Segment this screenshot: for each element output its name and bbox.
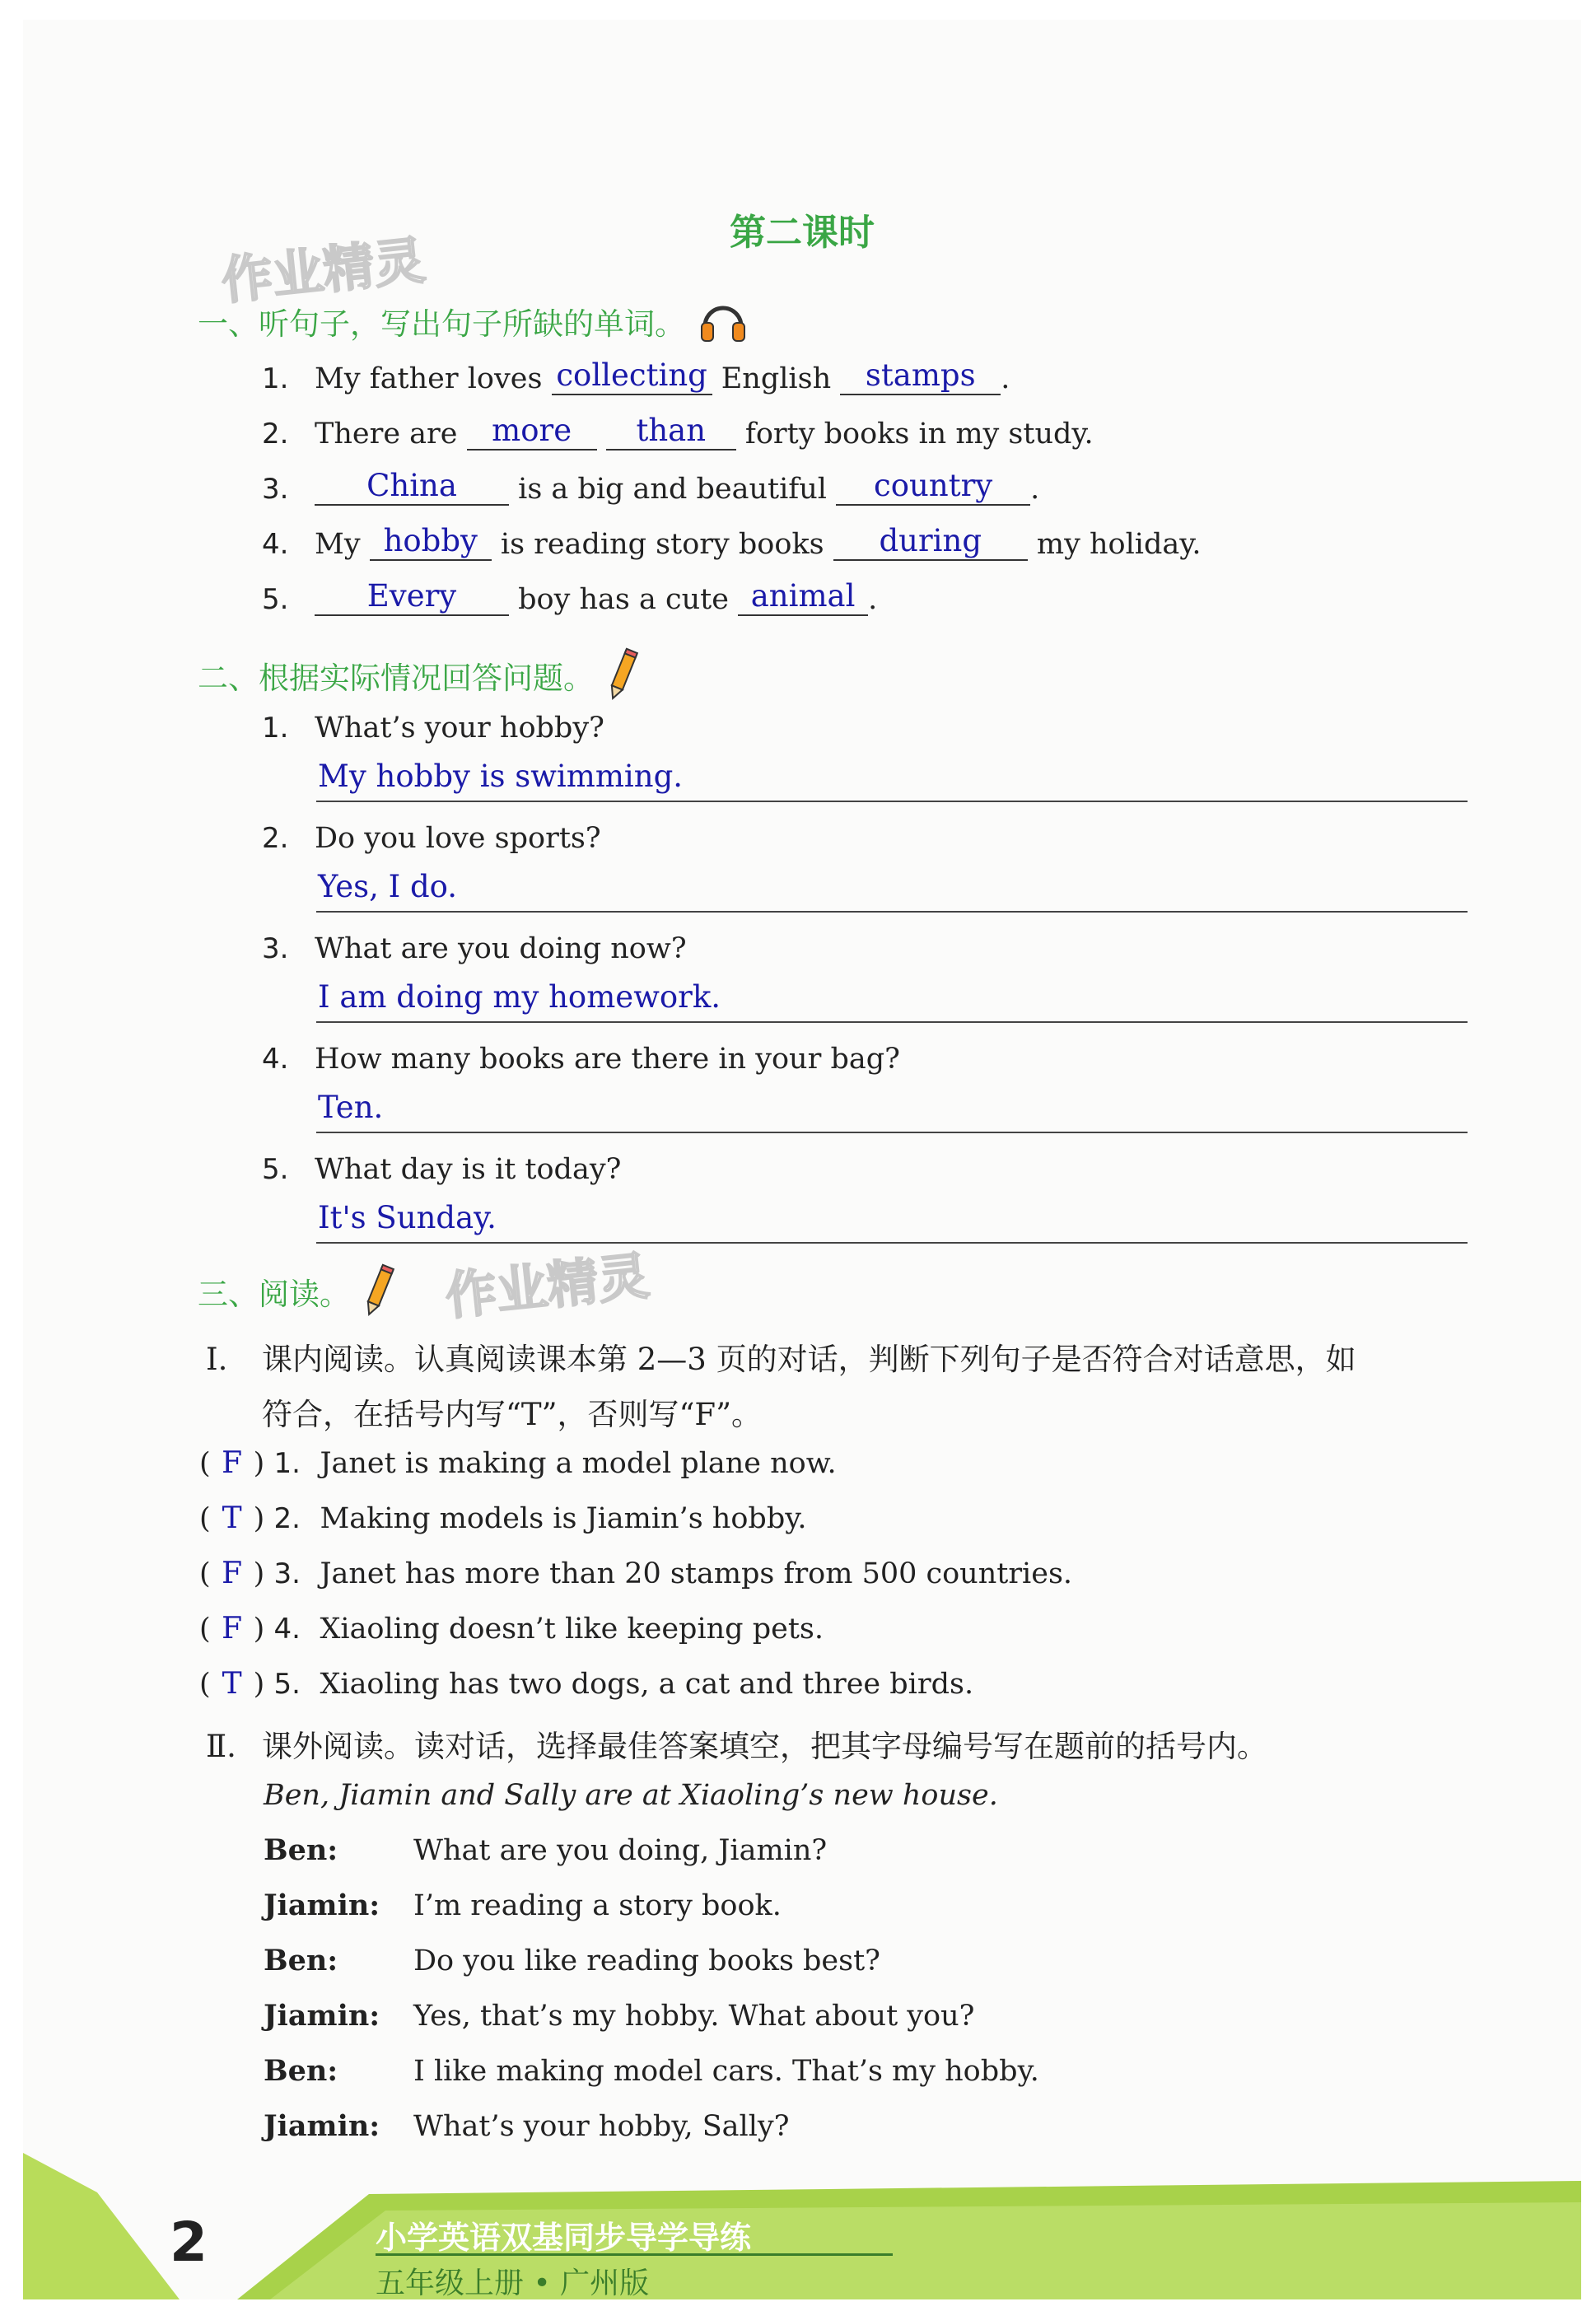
part-label: Ⅰ. (206, 1342, 228, 1377)
section-3-heading (198, 1263, 396, 1321)
paren-open: ( (199, 1557, 211, 1590)
qa-answer[interactable]: Yes, I do. (318, 869, 458, 904)
question-text: What are you doing now? (315, 932, 687, 965)
fill-item-3 (262, 468, 1039, 506)
answer-line (316, 1132, 1468, 1133)
answer-blank[interactable]: Every (315, 578, 509, 616)
speaker-name: Ben: (264, 1944, 338, 1977)
item-number: 2. (273, 1502, 301, 1535)
answer-blank[interactable]: hobby (370, 523, 492, 561)
answer-blank[interactable]: country (836, 468, 1030, 506)
item-number: 5. (273, 1668, 301, 1701)
sentence-text: My father loves (315, 362, 543, 395)
paren-close: ) (253, 1502, 265, 1535)
answer-blank[interactable]: more (467, 413, 597, 451)
answer-blank[interactable]: stamps (840, 357, 1001, 395)
item-number: 5. (262, 1153, 289, 1186)
question-text: Do you love sports? (315, 822, 601, 855)
answer-line (316, 1021, 1468, 1023)
statement-text: Janet has more than 20 stamps from 500 countries. (320, 1557, 1073, 1590)
qa-question (262, 1153, 621, 1186)
item-number: 1. (262, 712, 289, 745)
footer-band (23, 2136, 1581, 2299)
dialogue-text: Do you like reading books best? (413, 1945, 880, 1977)
item-number: 4. (273, 1613, 301, 1646)
tf-item (199, 1446, 837, 1480)
sentence-text: boy has a cute (518, 583, 729, 616)
qa-answer[interactable]: I am doing my homework. (318, 979, 721, 1015)
paren-close: ) (253, 1557, 265, 1590)
dialogue-text: What are you doing, Jiamin? (413, 1834, 828, 1867)
dialogue-line (264, 1833, 827, 1867)
qa-question (262, 822, 601, 855)
tf-answer[interactable]: T (222, 1501, 242, 1535)
tf-item (199, 1667, 973, 1701)
dialogue-line (264, 1888, 782, 1922)
item-number: 3. (262, 932, 289, 965)
answer-line (316, 801, 1468, 802)
statement-text: Making models is Jiamin’s hobby. (320, 1502, 807, 1535)
reading-part-2-instruction (206, 1721, 1267, 1766)
tf-item (199, 1501, 806, 1535)
qa-question (262, 1043, 900, 1076)
item-number: 5. (262, 583, 289, 616)
statement-text: Xiaoling doesn’t like keeping pets. (320, 1613, 824, 1646)
answer-blank[interactable]: than (606, 413, 736, 451)
tf-answer[interactable]: F (222, 1557, 243, 1590)
section-heading-text: 一、听句子，写出句子所缺的单词。 (198, 306, 685, 342)
qa-answer[interactable]: My hobby is swimming. (318, 759, 684, 794)
item-number: 2. (262, 822, 289, 855)
sentence-text: forty books in my study. (744, 418, 1094, 451)
item-number: 4. (262, 1043, 289, 1076)
dialogue-text: Yes, that’s my hobby. What about you? (413, 2000, 975, 2033)
paren-open: ( (199, 1447, 211, 1480)
fill-item-5 (262, 578, 877, 616)
sentence-text: is a big and beautiful (518, 473, 827, 506)
statement-text: Xiaoling has two dogs, a cat and three birds. (320, 1668, 974, 1701)
item-number: 3. (262, 473, 289, 506)
tf-item (199, 1557, 1072, 1590)
question-text: What’s your hobby? (315, 712, 604, 745)
instruction-text: 课外阅读。读对话，选择最佳答案填空，把其字母编号写在题前的括号内。 (262, 1729, 1267, 1764)
sentence-text: English (721, 362, 832, 395)
tf-answer[interactable]: T (222, 1667, 242, 1701)
page-number: 2 (170, 2211, 208, 2274)
reading-part-1-instruction (206, 1334, 1356, 1379)
item-number: 4. (262, 528, 289, 561)
section-heading-text: 三、阅读。 (198, 1277, 350, 1312)
speaker-name: Jiamin: (264, 2109, 380, 2143)
section-2-heading (198, 647, 640, 705)
qa-answer[interactable]: It's Sunday. (318, 1200, 497, 1235)
qa-question (262, 712, 604, 745)
dialogue-line (264, 1999, 974, 2033)
page-title: 第二课时 (730, 212, 875, 254)
dialogue-text: What’s your hobby, Sally? (413, 2110, 790, 2143)
watermark: 作业精灵 (442, 1245, 652, 1327)
paren-close: ) (253, 1668, 265, 1701)
item-number: 2. (262, 418, 289, 451)
sentence-text: There are (315, 418, 458, 451)
answer-blank[interactable]: animal (738, 578, 868, 616)
sentence-text: . (1001, 362, 1010, 395)
paren-close: ) (253, 1613, 265, 1646)
book-subtitle: 五年级上册 • 广州版 (376, 2267, 650, 2300)
pencil-icon (360, 1263, 396, 1321)
headphones-icon (698, 298, 748, 344)
answer-blank[interactable]: collecting (552, 357, 712, 395)
tf-answer[interactable]: F (222, 1446, 243, 1480)
tf-item (199, 1612, 824, 1646)
answer-line (316, 911, 1468, 913)
question-text: How many books are there in your bag? (315, 1043, 900, 1076)
sentence-text: my holiday. (1036, 528, 1202, 561)
worksheet-page (23, 20, 1581, 2299)
tf-answer[interactable]: F (222, 1612, 243, 1646)
qa-answer[interactable]: Ten. (318, 1090, 384, 1125)
watermark: 作业精灵 (218, 230, 428, 311)
speaker-name: Ben: (264, 1833, 338, 1867)
question-text: What day is it today? (315, 1153, 622, 1186)
dialogue-line (264, 2054, 1039, 2088)
sentence-text: . (1030, 473, 1040, 506)
paren-open: ( (199, 1613, 211, 1646)
fill-item-2 (262, 413, 1094, 451)
fill-item-1 (262, 357, 1010, 395)
paren-open: ( (199, 1502, 211, 1535)
speaker-name: Ben: (264, 2054, 338, 2088)
sentence-text: . (868, 583, 878, 616)
sentence-text: My (315, 528, 361, 561)
dialogue-line (264, 1944, 880, 1977)
dialogue-intro: Ben, Jiamin and Sally are at Xiaoling’s new house. (264, 1779, 998, 1812)
pencil-icon (604, 647, 640, 705)
dialogue-text: I like making model cars. That’s my hobby. (413, 2055, 1039, 2088)
answer-blank[interactable]: during (833, 523, 1028, 561)
item-number: 1. (262, 362, 289, 395)
qa-question (262, 932, 687, 965)
speaker-name: Jiamin: (264, 1888, 380, 1922)
paren-close: ) (253, 1447, 265, 1480)
section-heading-text: 二、根据实际情况回答问题。 (198, 661, 594, 696)
speaker-name: Jiamin: (264, 1999, 380, 2033)
dialogue-text: I’m reading a story book. (413, 1889, 782, 1922)
statement-text: Janet is making a model plane now. (320, 1447, 837, 1480)
instruction-text-line2: 符合，在括号内写“T”，否则写“F”。 (262, 1397, 763, 1432)
footer-divider (376, 2253, 893, 2256)
fill-item-4 (262, 523, 1202, 561)
section-1-heading (198, 298, 748, 344)
paren-open: ( (199, 1668, 211, 1701)
item-number: 3. (273, 1557, 301, 1590)
instruction-text: 课内阅读。认真阅读课本第 2—3 页的对话，判断下列句子是否符合对话意思，如 (262, 1342, 1356, 1377)
answer-blank[interactable]: China (315, 468, 509, 506)
part-label: Ⅱ. (206, 1729, 236, 1764)
answer-line (316, 1242, 1468, 1244)
book-title: 小学英语双基同步导学导练 (376, 2220, 752, 2256)
item-number: 1. (273, 1447, 301, 1480)
sentence-text: is reading story books (500, 528, 824, 561)
